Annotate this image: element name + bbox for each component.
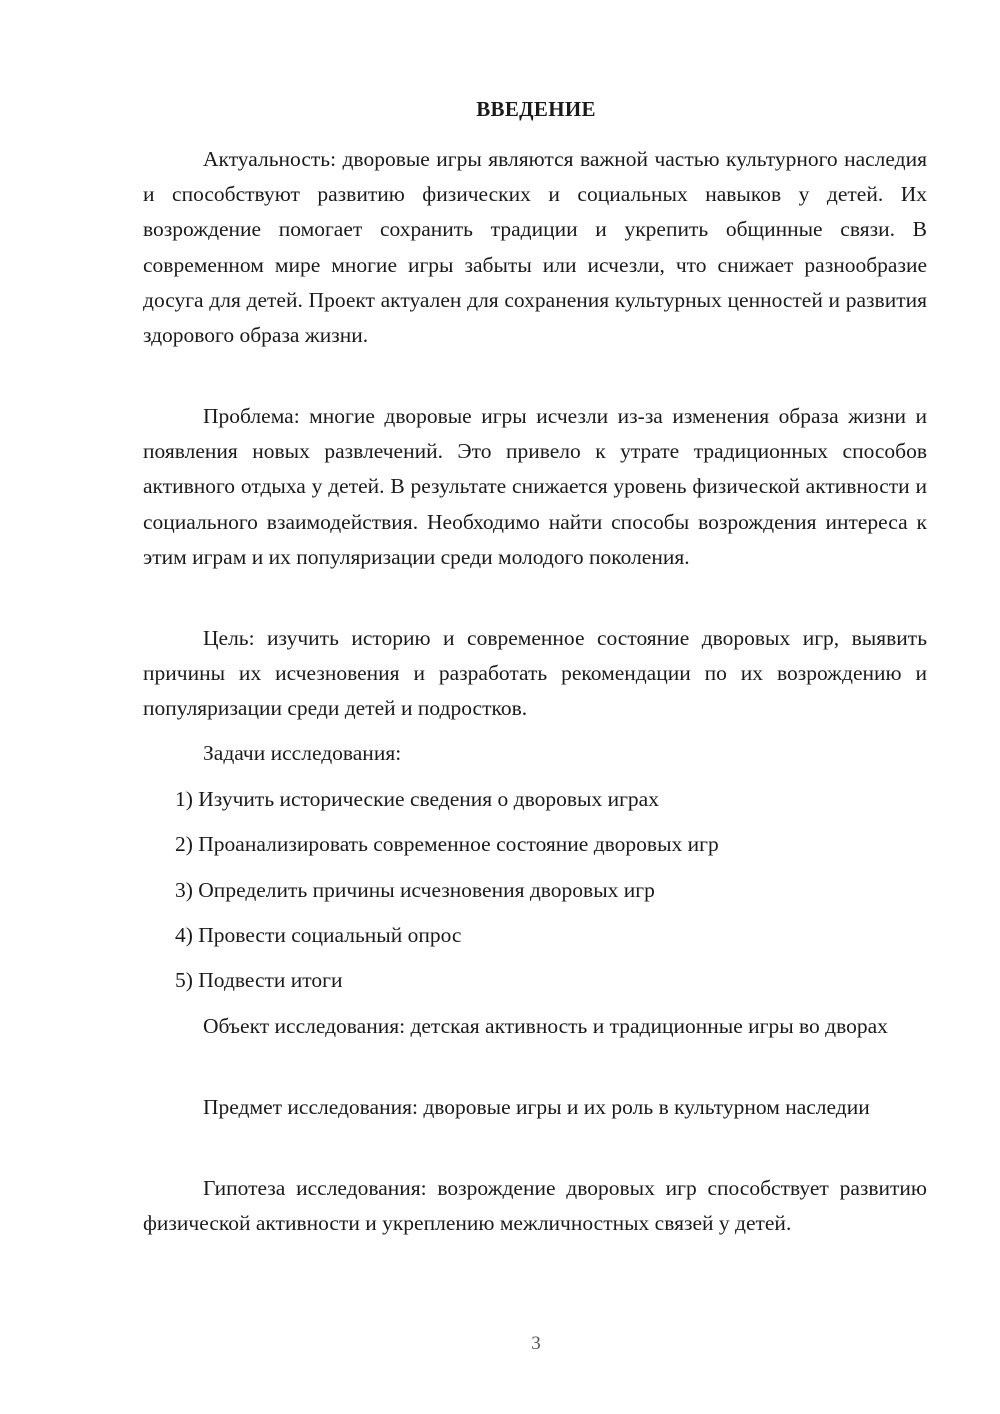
task-item: 3) Определить причины исчезновения дворовых игр <box>175 878 655 902</box>
relevance-paragraph: Актуальность: дворовые игры являются важной частью культурного наследия и способствуют развитию физических и социальных навыков у детей. Их возрождение помогает сохранить традиции и укрепить общинные связи. В современном мире многие игры забыты или исчезли, что снижает разнообразие досуга для детей. Проект актуален для сохранения культурных ценностей и развития здорового образа жизни. <box>143 147 927 348</box>
tasks-heading: Задачи исследования: <box>203 741 402 765</box>
page-title: ВВЕДЕНИЕ <box>476 97 596 121</box>
problem-paragraph: Проблема: многие дворовые игры исчезли из-за изменения образа жизни и появления новых развлечений. Это привело к утрате традиционных способов активного отдыха у детей. В результате снижается уровень физической активности и социального взаимодействия. Необходимо найти способы возрождения интереса к этим играм и их популяризации среди молодого поколения. <box>143 404 927 569</box>
subject-paragraph: Предмет исследования: дворовые игры и их роль в культурном наследии <box>203 1095 870 1119</box>
task-item: 5) Подвести итоги <box>175 968 343 992</box>
task-item: 2) Проанализировать современное состояние дворовых игр <box>175 832 719 856</box>
object-paragraph: Объект исследования: детская активность и традиционные игры во дворах <box>203 1014 888 1038</box>
page-number: 3 <box>531 1333 541 1354</box>
task-item: 1) Изучить исторические сведения о дворовых играх <box>175 787 659 811</box>
task-item: 4) Провести социальный опрос <box>175 923 462 947</box>
goal-paragraph: Цель: изучить историю и современное состояние дворовых игр, выявить причины их исчезновения и разработать рекомендации по их возрождению и популяризации среди детей и подростков. <box>143 626 927 721</box>
hypothesis-paragraph: Гипотеза исследования: возрождение дворовых игр способствует развитию физической активности и укреплению межличностных связей у детей. <box>143 1176 927 1236</box>
